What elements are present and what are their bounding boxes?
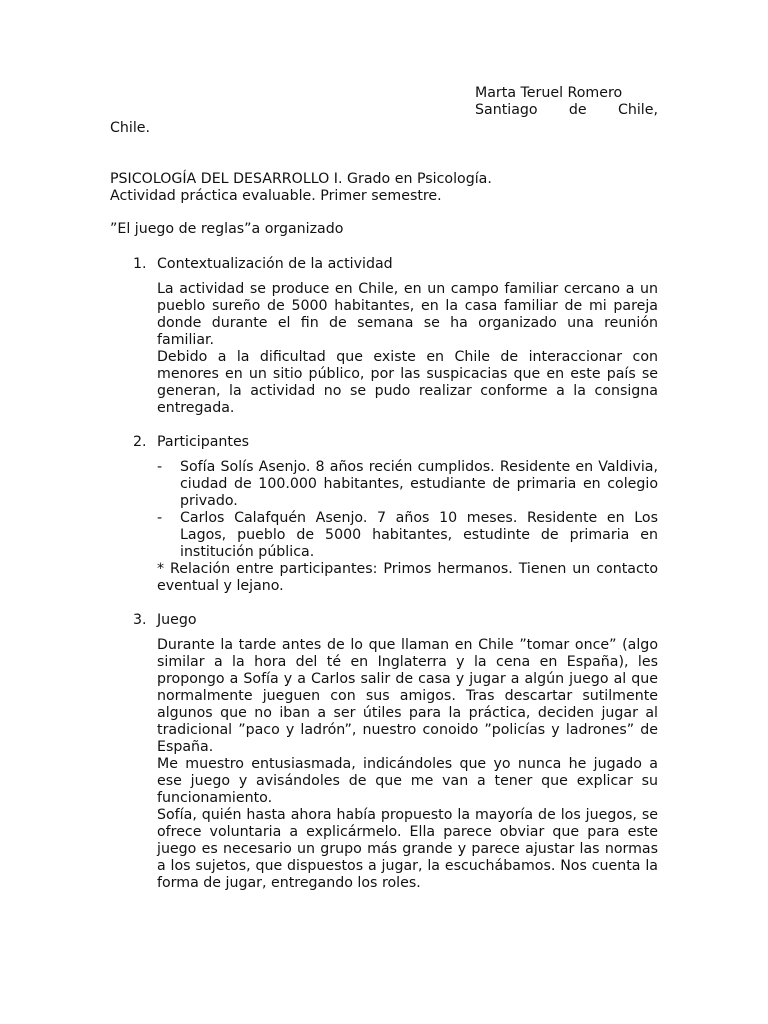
participant-list [157,459,658,561]
paragraph: La actividad se produce en Chile, en un campo familiar cercano a un pueblo sureño de 5000 habitantes, en la casa familiar de mi pareja donde durante el fin de semana se ha organizado una reunión familiar. [157,281,658,348]
course-subtitle: Actividad práctica evaluable. Primer semestre. [110,188,442,204]
section-body-context [157,281,658,417]
list-item [157,510,658,561]
section-number: 3. [133,612,147,628]
author-name: Marta Teruel Romero [475,85,623,101]
bullet-marker: - [157,459,163,475]
section-number: 2. [133,434,147,450]
section-heading-participants [133,434,658,451]
section-heading-context [133,256,658,273]
course-info [110,171,658,205]
bullet-marker: - [157,510,163,526]
work-title: ”El juego de reglas”a organizado [110,221,344,237]
participant-text: Sofía Solís Asenjo. 8 años recién cumplidos. Residente en Valdivia, ciudad de 100.000 habitantes, estudiante de primaria en colegio privado. [180,459,658,509]
list-item [157,459,658,510]
section-title: Participantes [157,434,250,450]
section-title: Contextualización de la actividad [157,256,393,272]
paragraph: Debido a la dificultad que existe en Chile de interaccionar con menores en un sitio público, por las suspicacias que en este país se generan, la actividad no se pudo realizar conforme a la consigna entregada. [157,349,658,416]
section-number: 1. [133,256,147,272]
paragraph: Me muestro entusiasmada, indicándoles que yo nunca he jugado a ese juego y avisándoles de que me van a tener que explicar su funcionamiento. [157,756,658,806]
paragraph: Durante la tarde antes de lo que llaman en Chile ”tomar once” (algo similar a la hora del té en Inglaterra y la cena en España), les propongo a Sofía y a Carlos salir de casa y jugar a algún juego al que normalmente jueguen con sus amigos. Tras descartar sutilmente algunos que no iban a ser útiles para la práctica, deciden jugar al tradicional ”paco y ladrón”, nuestro conoido ”policías y ladrones” de España. [157,637,658,755]
participant-text: Carlos Calafquén Asenjo. 7 años 10 meses. Residente en Los Lagos, pueblo de 5000 habitantes, estudinte de primaria en institución pública. [180,510,658,560]
course-title: PSICOLOGÍA DEL DESARROLLO I. Grado en Psicología. [110,171,492,187]
city-word: Chile, [617,102,658,118]
relationship-note: * Relación entre participantes: Primos hermanos. Tienen un contacto eventual y lejano. [157,561,658,594]
section-heading-game [133,612,658,629]
city-word: de [568,102,587,118]
paragraph: Sofía, quién hasta ahora había propuesto la mayoría de los juegos, se ofrece voluntaria a explicármelo. Ella parece obviar que para este juego es necesario un grupo más grande y parece ajustar las normas a los sujetos, que dispuestos a jugar, la escuchábamos. Nos cuenta la forma de jugar, entregando los roles. [157,807,658,891]
author-city-line [475,102,658,119]
city-word: Santiago [475,102,538,118]
section-title: Juego [157,612,197,628]
author-country: Chile. [110,120,151,136]
section-body-game [157,637,658,892]
author-header [475,85,658,119]
